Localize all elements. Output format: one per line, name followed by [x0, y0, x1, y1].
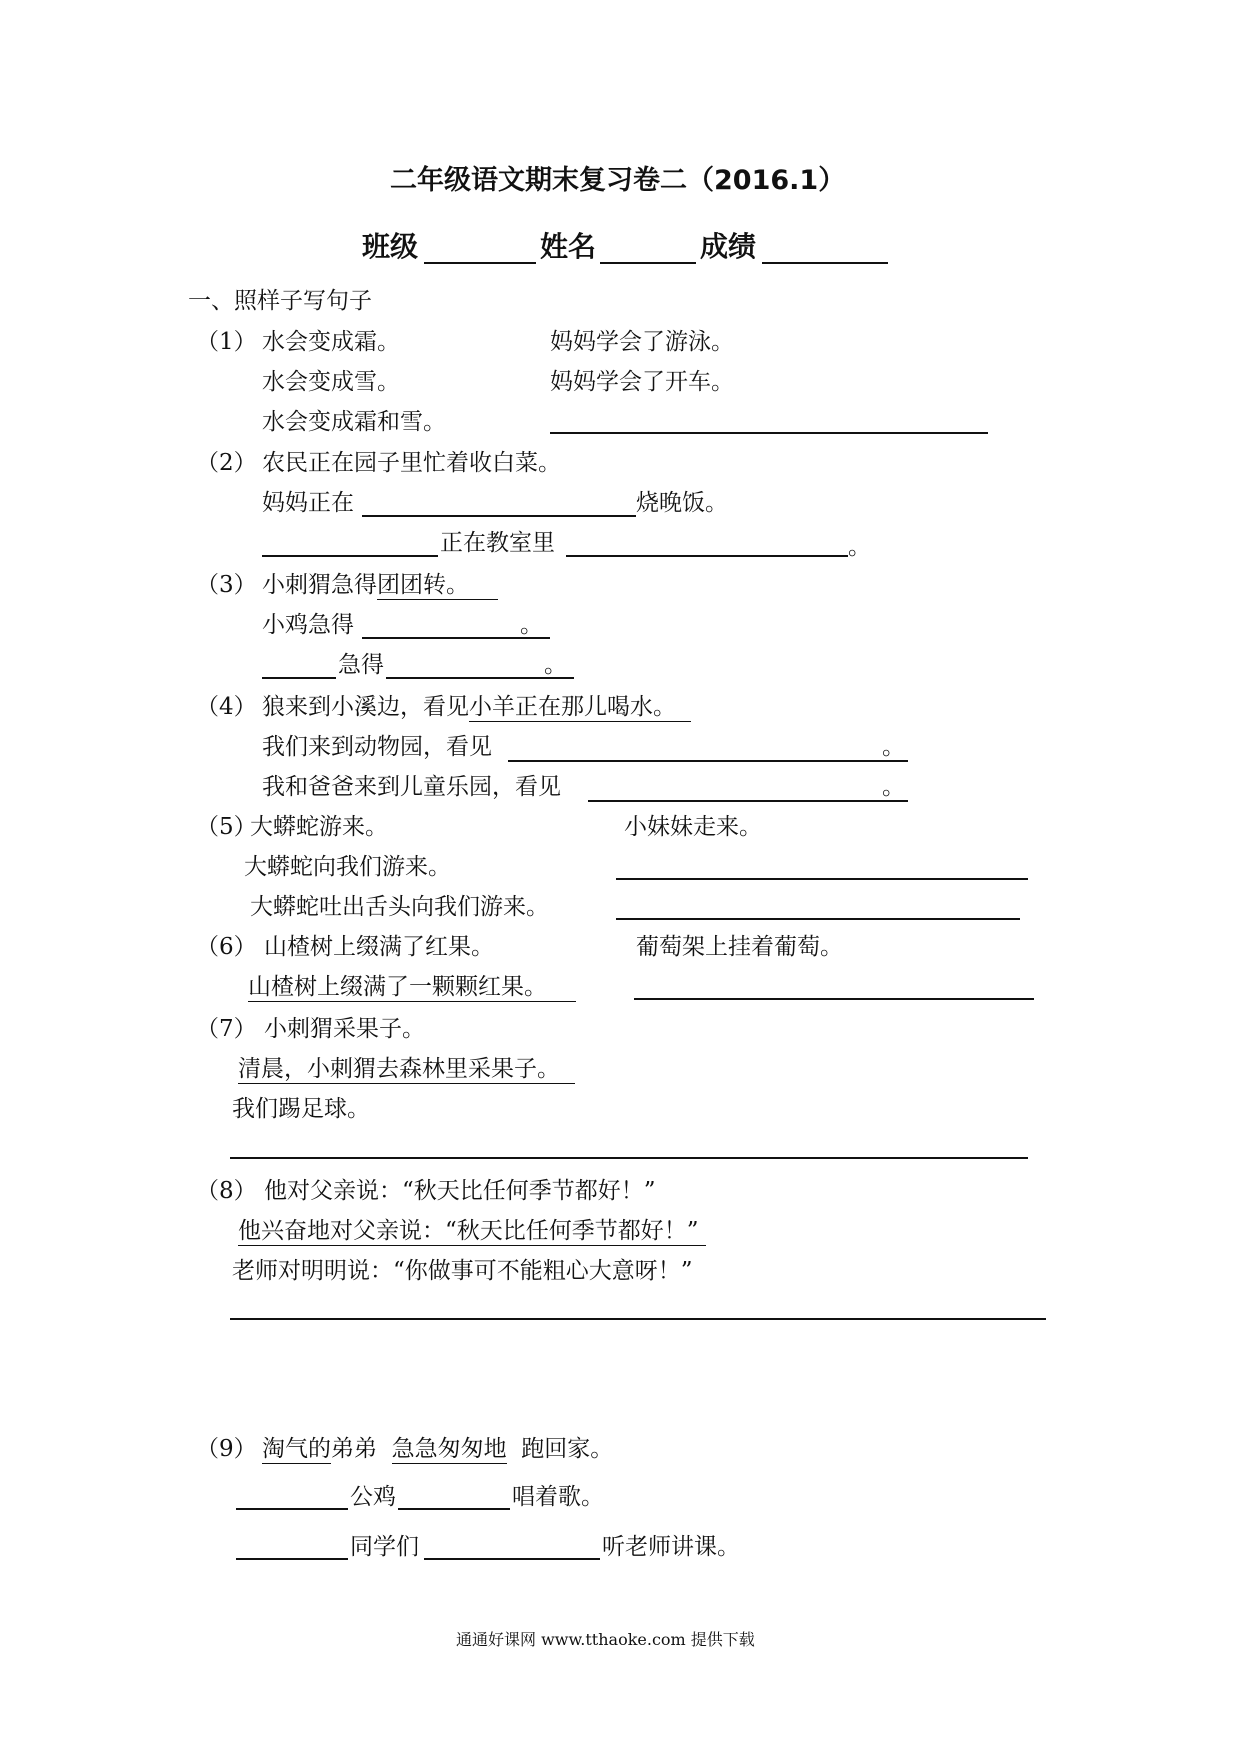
q3-example-start: 小刺猬急得 — [262, 572, 377, 598]
q2-example: 农民正在园子里忙着收白菜。 — [262, 450, 561, 476]
q2-number: （2） — [196, 450, 257, 476]
q8-example-1: 他对父亲说：“秋天比任何季节都好！” — [264, 1178, 656, 1204]
q5-example-1: 大蟒蛇游来。 — [250, 814, 388, 840]
q5-example-3: 大蟒蛇吐出舌头向我们游来。 — [250, 894, 549, 920]
q8-prompt: 老师对明明说：“你做事可不能粗心大意呀！” — [232, 1258, 693, 1284]
q7-number: （7） — [196, 1016, 257, 1042]
section-heading: 一、照样子写句子 — [188, 288, 372, 314]
q4-example-underlined: 小羊正在那儿喝水。 — [469, 694, 676, 720]
q1-answer-blank[interactable] — [550, 432, 988, 434]
q1-example-1: 水会变成霜。 — [262, 329, 400, 355]
q6-example-2 — [248, 972, 576, 1002]
q2-line3-mid: 正在教室里 — [440, 530, 555, 556]
q3-number: （3） — [196, 572, 257, 598]
q2-blank-3[interactable] — [566, 555, 848, 557]
q4-line3-start: 我和爸爸来到儿童乐园，看见 — [262, 774, 561, 800]
name-blank[interactable] — [600, 262, 696, 264]
q5-number: （5） — [196, 814, 257, 840]
page-title: 二年级语文期末复习卷二（2016.1） — [390, 165, 846, 196]
q2-line2-start: 妈妈正在 — [262, 490, 354, 516]
q6-example-2-underlined: 山楂树上缀满了一颗颗红果。 — [248, 974, 547, 1000]
q9-word-3: 急急匆匆地 — [391, 1436, 507, 1462]
q1-example-2: 水会变成雪。 — [262, 369, 400, 395]
q9-line2-mid: 公鸡 — [350, 1484, 396, 1510]
q8-example-2-underlined: 他兴奋地对父亲说：“秋天比任何季节都好！” — [238, 1218, 699, 1244]
score-blank[interactable] — [762, 262, 888, 264]
q4-blank-1[interactable] — [508, 760, 908, 762]
q4-example — [262, 692, 691, 722]
class-label: 班级 — [362, 230, 419, 263]
q1-prompt-2: 妈妈学会了开车。 — [550, 369, 734, 395]
q7-prompt: 我们踢足球。 — [232, 1096, 370, 1122]
q4-blank-2[interactable] — [588, 800, 908, 802]
q3-example-underlined: 团团转。 — [377, 572, 469, 598]
q4-line2-start: 我们来到动物园，看见 — [262, 734, 492, 760]
q4-example-start: 狼来到小溪边，看见 — [262, 694, 469, 720]
q2-blank-2[interactable] — [262, 555, 438, 557]
q9-line2-end: 唱着歌。 — [512, 1484, 604, 1510]
q9-line3-end: 听老师讲课。 — [602, 1534, 740, 1560]
q9-blank-3[interactable] — [236, 1558, 348, 1560]
q6-prompt: 葡萄架上挂着葡萄。 — [636, 934, 843, 960]
class-blank[interactable] — [424, 262, 536, 264]
q7-blank[interactable] — [230, 1157, 1028, 1159]
q9-blank-1[interactable] — [236, 1508, 348, 1510]
q3-example — [262, 570, 498, 600]
name-label: 姓名 — [540, 230, 597, 263]
score-label: 成绩 — [700, 230, 757, 263]
q4-line3-end: 。 — [882, 774, 905, 800]
q2-line3-end: 。 — [848, 534, 871, 560]
q7-example-1: 小刺猬采果子。 — [264, 1016, 425, 1042]
q2-line2-end: 烧晚饭。 — [636, 490, 728, 516]
q8-number: （8） — [196, 1178, 257, 1204]
q4-line2-end: 。 — [882, 734, 905, 760]
q1-example-3: 水会变成霜和雪。 — [262, 409, 446, 435]
q4-number: （4） — [196, 694, 257, 720]
q9-line3-mid: 同学们 — [350, 1534, 419, 1560]
q6-number: （6） — [196, 934, 257, 960]
q5-blank-2[interactable] — [616, 918, 1020, 920]
q5-blank-1[interactable] — [616, 878, 1028, 880]
q9-blank-4[interactable] — [424, 1558, 600, 1560]
q3-blank-2[interactable] — [262, 677, 336, 679]
q9-word-4: 跑回家。 — [521, 1436, 614, 1462]
q9-word-2: 弟弟 — [331, 1436, 377, 1462]
q8-example-2 — [238, 1216, 706, 1246]
q2-blank-1[interactable] — [362, 515, 636, 517]
q8-blank[interactable] — [230, 1318, 1046, 1320]
q6-example-1: 山楂树上缀满了红果。 — [264, 934, 494, 960]
q9-number: （9） — [196, 1436, 257, 1462]
q1-prompt-1: 妈妈学会了游泳。 — [550, 329, 734, 355]
q5-example-2: 大蟒蛇向我们游来。 — [244, 854, 451, 880]
footer-text: 通通好课网 www.tthaoke.com 提供下载 — [456, 1630, 755, 1649]
q9-blank-2[interactable] — [398, 1508, 510, 1510]
q7-example-2-underlined: 清晨，小刺猬去森林里采果子。 — [238, 1056, 560, 1082]
q3-line3-mid: 急得 — [338, 652, 384, 678]
q6-blank[interactable] — [634, 998, 1034, 1000]
q3-line2-start: 小鸡急得 — [262, 612, 354, 638]
q3-line3-end: 。 — [544, 652, 567, 678]
q7-example-2 — [238, 1054, 575, 1084]
q3-line2-end: 。 — [520, 612, 543, 638]
q1-number: （1） — [196, 329, 257, 355]
q5-prompt: 小妹妹走来。 — [624, 814, 762, 840]
q9-word-1: 淘气的 — [262, 1436, 331, 1462]
q9-example — [262, 1434, 613, 1464]
